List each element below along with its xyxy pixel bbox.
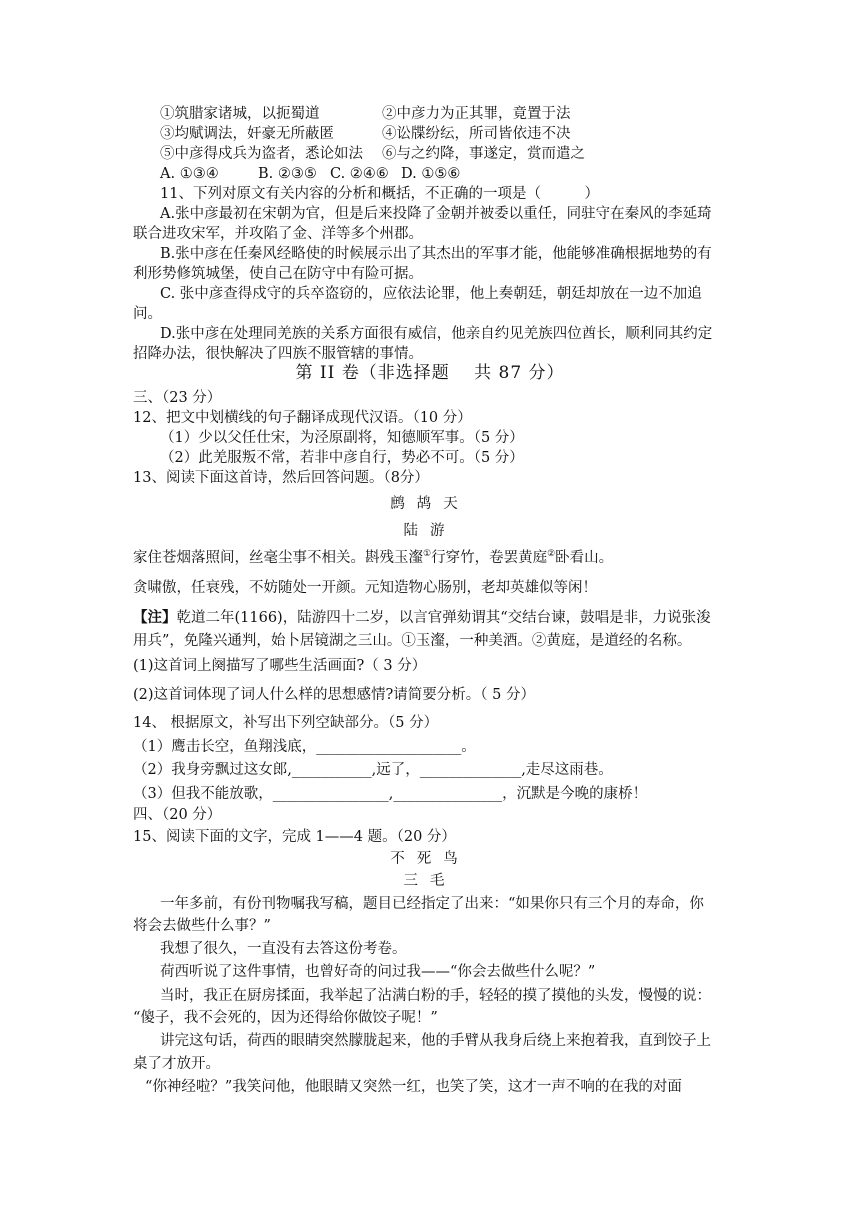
q10-choices xyxy=(160,164,460,184)
q11-option-c-line1: C. 张中彦查得戍守的兵卒盗窃的，应依法论罪，他上奏朝廷，朝廷却放在一边不加追 xyxy=(160,286,702,302)
option-5: ⑤中彦得戍兵为盗者，悉论如法 xyxy=(160,146,363,162)
part-4-heading: 四、（20 分） xyxy=(133,807,222,823)
option-6: ⑥与之约降，事遂定，赏而遣之 xyxy=(382,146,585,162)
q11-option-c-line2: 问。 xyxy=(133,306,162,322)
poem-line-1-part-a: 家住苍烟落照间，丝毫尘事不相关。斟残玉瀣 xyxy=(133,550,423,566)
option-4: ④讼牒纷纭，所司皆依违不决 xyxy=(382,126,571,142)
q14-stem: 14、 根据原文，补写出下列空缺部分。（5 分） xyxy=(133,715,439,731)
essay-para-5-line-1: 讲完这句话，荷西的眼睛突然朦胧起来，他的手臂从我身后绕上来抱着我，直到饺子上 xyxy=(160,1033,711,1049)
option-2: ②中彦力为正其罪，竟置于法 xyxy=(382,106,571,122)
q15-stem: 15、阅读下面的文字，完成 1——4 题。（20 分） xyxy=(133,829,456,845)
choice-a: A. ①③④ xyxy=(160,166,219,182)
q10-options-row-1 xyxy=(160,104,571,124)
poem-line-1-part-c: 卧看山。 xyxy=(555,550,614,566)
poem-note-line-1 xyxy=(133,608,711,628)
essay-para-5-line-2: 桌了才放开。 xyxy=(133,1056,220,1072)
q12-stem: 12、把文中划横线的句子翻译成现代汉语。（10 分） xyxy=(133,410,472,426)
part-3-heading: 三、（23 分） xyxy=(133,390,222,406)
option-1: ①筑腊家诸城，以扼蜀道 xyxy=(160,106,320,122)
poem-line-1 xyxy=(133,548,613,568)
essay-para-2: 我想了很久，一直没有去答这份考卷。 xyxy=(160,941,407,957)
q11-option-d-line1: D.张中彦在处理同羌族的关系方面很有威信，他亲自约见羌族四位酋长，顺利同其约定 xyxy=(160,326,713,342)
essay-para-4-line-1: 当时，我正在厨房揉面，我举起了沾满白粉的手，轻轻的摸了摸他的头发，慢慢的说： xyxy=(160,988,711,1004)
q10-options-row-3 xyxy=(160,144,585,164)
section-2-title: 第 II 卷（非选择题 共 87 分） xyxy=(295,363,565,383)
q11-option-b-line2: 利形势修筑城堡，使自己在防守中有险可据。 xyxy=(133,266,423,282)
option-3: ③均赋调法，奸豪无所蔽匿 xyxy=(160,126,334,142)
footnote-ref-2: ② xyxy=(547,549,556,559)
essay-para-1-line-2: 将会去做些什么事？” xyxy=(133,918,271,934)
q11-option-b-line1: B.张中彦在任秦风经略使的时候展示出了其杰出的军事才能，他能够准确根据地势的有 xyxy=(160,246,712,262)
note-text-1: 乾道二年(1166)，陆游四十二岁，以言官弹劾谓其“交结台谏，鼓唱是非，力说张浚 xyxy=(176,610,711,626)
essay-para-4-line-2: “傻子，我不会死的，因为还得给你做饺子呢！” xyxy=(133,1010,438,1026)
footnote-ref-1: ① xyxy=(423,549,432,559)
q11-option-d-line2: 招降办法，很快解决了四族不服管辖的事情。 xyxy=(133,346,423,362)
q12-sentence-1: （1）少以父任仕宋，为泾原副将，知德顺军事。（5 分） xyxy=(160,430,524,446)
q11-stem: 11、下列对原文有关内容的分析和概括，不正确的一项是（ ） xyxy=(160,186,599,202)
poem-author: 陆游 xyxy=(403,523,457,539)
poem-line-2: 贪啸傲，任衰残，不妨随处一开颜。元知造物心肠别，老却英雄似等闲！ xyxy=(133,580,597,596)
q11-option-a-line1: A.张中彦最初在宋朝为官，但是后来投降了金朝并被委以重任，同驻守在秦风的李延琦 xyxy=(160,206,712,222)
q14-blank-1: （1）鹰击长空，鱼翔浅底，____________________。 xyxy=(133,739,476,755)
essay-author: 三毛 xyxy=(403,873,457,889)
q11-option-a-line2: 联合进攻宋军，并攻陷了金、洋等多个州郡。 xyxy=(133,226,423,242)
choice-b: B. ②③⑤ xyxy=(258,166,317,182)
q10-options-row-2 xyxy=(160,124,571,144)
poem-line-1-part-b: 行穿竹，卷罢黄庭 xyxy=(431,550,548,566)
essay-para-6: “你神经啦？”我笑问他，他眼睛又突然一红，也笑了笑，这才一声不响的在我的对面 xyxy=(145,1079,682,1095)
q13-subquestion-1: (1)这首词上阕描写了哪些生活画面?（ 3 分） xyxy=(133,658,427,674)
choice-c: C. ②④⑥ xyxy=(330,166,389,182)
poem-note-line-2: 用兵”，免隆兴通判，始卜居镜湖之三山。①玉瀣，一种美酒。②黄庭，是道经的名称。 xyxy=(133,633,692,649)
q14-blank-3: （3）但我不能放歌，________________,_______________，沉默是今晚的康桥！ xyxy=(133,786,648,802)
essay-para-3: 荷西听说了这件事情，也曾好奇的问过我——“你会去做些什么呢？” xyxy=(160,964,596,980)
essay-para-1-line-1: 一年多前，有份刊物嘱我写稿，题目已经指定了出来：“如果你只有三个月的寿命，你 xyxy=(160,896,704,912)
note-label: 【注】 xyxy=(133,609,177,626)
essay-title: 不死鸟 xyxy=(390,851,470,867)
poem-title: 鹧鸪天 xyxy=(390,496,470,512)
q13-stem: 13、阅读下面这首诗，然后回答问题。（8分） xyxy=(133,470,429,486)
q14-blank-2: （2）我身旁飘过这女郎,___________,远了，______________,走尽这雨巷。 xyxy=(133,762,613,778)
q13-subquestion-2: (2)这首词体现了词人什么样的思想感情?请简要分析。（ 5 分） xyxy=(133,687,536,703)
choice-d: D. ①⑤⑥ xyxy=(401,166,461,182)
q12-sentence-2: （2）此羌服叛不常，若非中彦自行，势必不可。（5 分） xyxy=(160,450,524,466)
